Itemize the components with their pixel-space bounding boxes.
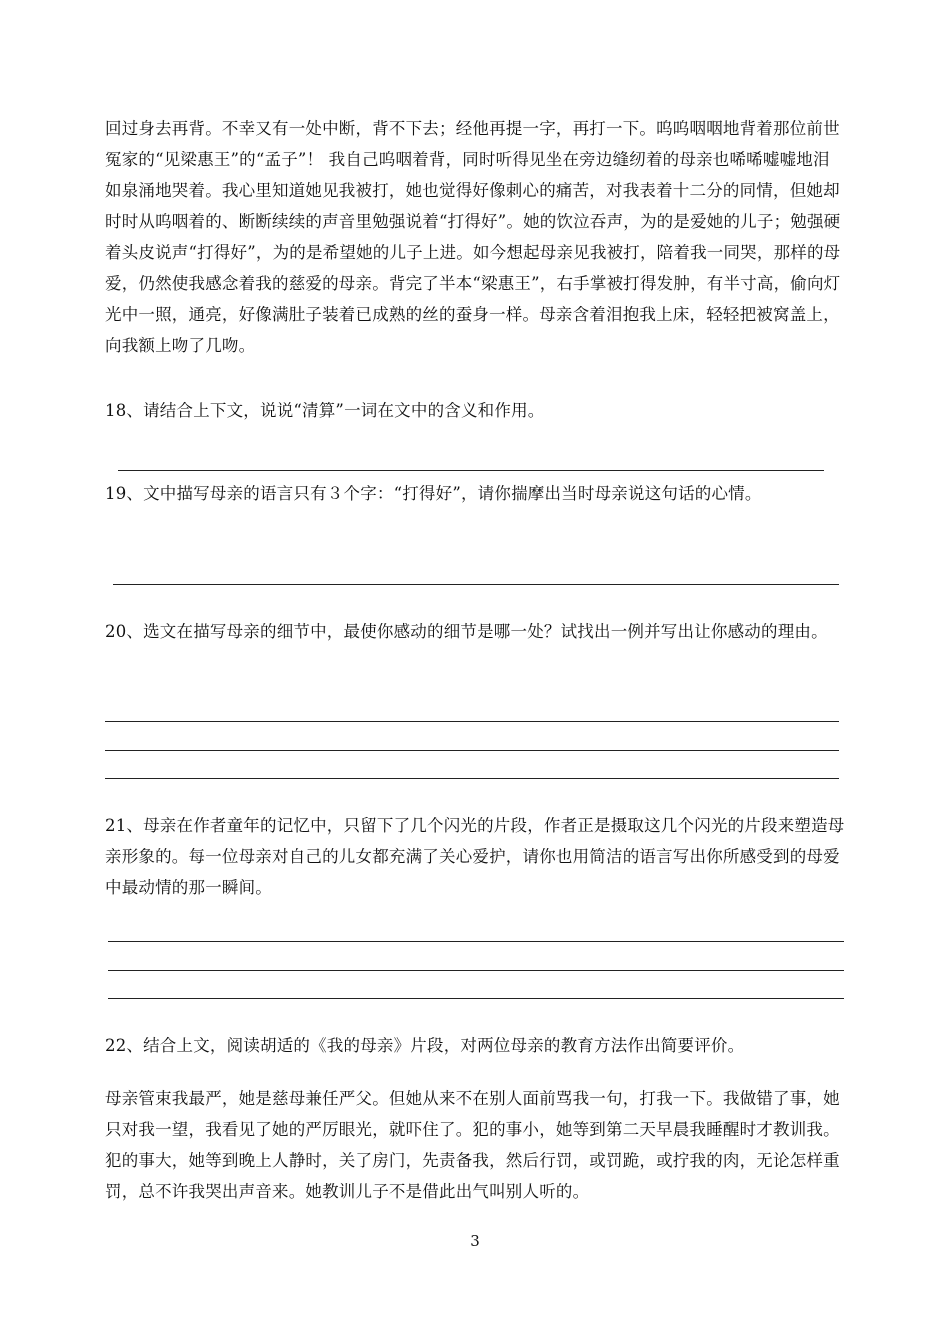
- answer-line-20-3[interactable]: [105, 778, 839, 779]
- question-19: 19、文中描写母亲的语言只有３个字：“打得好”，请你揣摩出当时母亲说这句话的心情。: [105, 484, 762, 503]
- question-22: 22、结合上文，阅读胡适的《我的母亲》片段，对两位母亲的教育方法作出简要评价。: [105, 1036, 745, 1055]
- answer-line-20-2[interactable]: [105, 750, 839, 751]
- question-21: 21、母亲在作者童年的记忆中，只留下了几个闪光的片段，作者正是摄取这几个闪光的片段来塑造母亲形象的。每一位母亲对自己的儿女都充满了关心爱护，请你也用简洁的语言写出你所感受到的母爱中最动情的那一瞬间。: [105, 816, 845, 897]
- question-20: 20、选文在描写母亲的细节中，最使你感动的细节是哪一处？试找出一例并写出让你感动的理由。: [105, 622, 828, 641]
- passage-excerpt: 回过身去再背。不幸又有一处中断，背不下去；经他再提一字，再打一下。呜呜咽咽地背着那位前世冤家的“见梁惠王”的“孟子”！ 我自己呜咽着背，同时听得见坐在旁边缝纫着的母亲也唏唏嘘嘘地泪如泉涌地哭着。我心里知道她见我被打，她也觉得好像刺心的痛苦，对我表着十二分的同情，但她却时时从呜咽着的、断断续续的声音里勉强说着“打得好”。她的饮泣吞声，为的是爱她的儿子；勉强硬着头皮说声“打得好”，为的是希望她的儿子上进。如今想起母亲见我被打，陪着我一同哭，那样的母爱，仍然使我感念着我的慈爱的母亲。背完了半本“梁惠王”，右手掌被打得发肿，有半寸高，偷向灯光中一照，通亮，好像满肚子装着已成熟的丝的蚕身一样。母亲含着泪抱我上床，轻轻把被窝盖上，向我额上吻了几吻。: [105, 119, 841, 355]
- question-18: 18、请结合上下文，说说“清算”一词在文中的含义和作用。: [105, 401, 545, 420]
- answer-line-21-2[interactable]: [108, 970, 844, 971]
- answer-line-20-1[interactable]: [105, 721, 839, 722]
- hu-shi-excerpt: 母亲管束我最严，她是慈母兼任严父。但她从来不在别人面前骂我一句，打我一下。我做错了事，她只对我一望，我看见了她的严厉眼光，就吓住了。犯的事小，她等到第二天早晨我睡醒时才教训我。犯的事大，她等到晚上人静时，关了房门，先责备我，然后行罚，或罚跪，或拧我的肉，无论怎样重罚，总不许我哭出声音来。她教训儿子不是借此出气叫别人听的。: [105, 1089, 840, 1201]
- page-number: 3: [470, 1232, 480, 1250]
- answer-line-19[interactable]: [113, 584, 839, 585]
- answer-line-21-3[interactable]: [108, 998, 844, 999]
- answer-line-21-1[interactable]: [108, 941, 844, 942]
- answer-line-18[interactable]: [118, 470, 824, 471]
